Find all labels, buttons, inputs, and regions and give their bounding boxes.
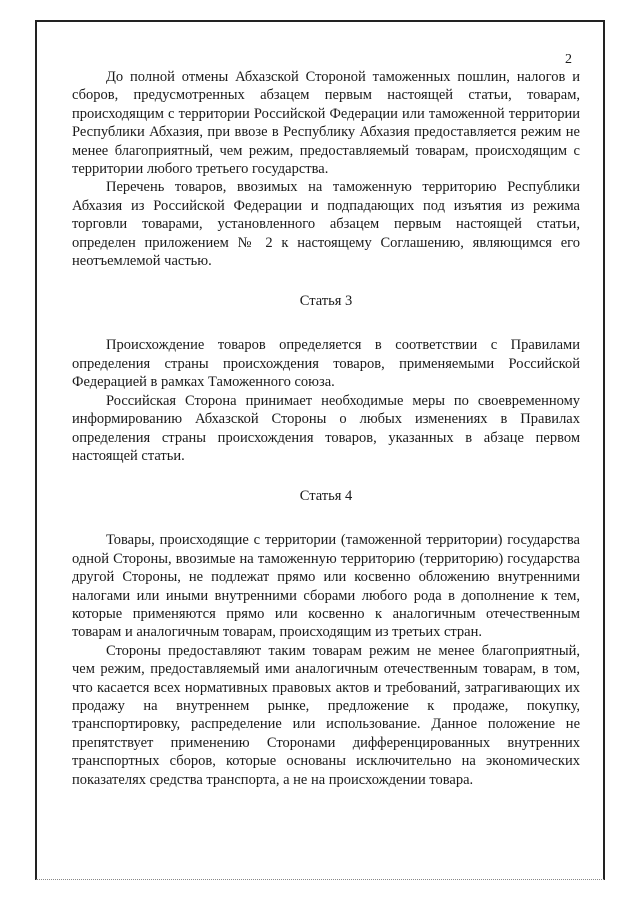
paragraph: До полной отмены Абхазской Стороной таможенных пошлин, налогов и сборов, предусмотренных абзацем первым настоящей статьи, товарам, происходящим с территории Российской Федерации или таможенной территории Республики Абхазия, при ввозе в Республику Абхазия предоставляется режим не менее благоприятный, чем режим, предоставляемый товарам, происходящим с территории любого третьего государства.: [72, 69, 580, 178]
paragraph: Происхождение товаров определяется в соответствии с Правилами определения страны происхождения товаров, применяемыми Российской Федерацией в рамках Таможенного союза.: [72, 337, 580, 391]
paragraph: Российская Сторона принимает необходимые меры по своевременному информированию Абхазской Стороны о любых изменениях в Правилах определения страны происхождения товаров, указанных в абзаце первом настоящей статьи.: [72, 392, 580, 464]
document-body: [72, 68, 580, 789]
paragraph: Стороны предоставляют таким товарам режим не менее благоприятный, чем режим, предоставляемый ими аналогичным отечественным товарам, в том, что касается всех нормативных правовых актов и требований, затрагивающих их продажу на внутреннем рынке, предложение к продаже, покупку, транспортировку, распределение или использование. Данное положение не препятствует применению Сторонами дифференцированных внутренних транспортных сборов, которые основаны исключительно на экономических показателях средства транспорта, а не на происхождении товара.: [72, 642, 580, 788]
page-bottom-rule: [36, 879, 604, 881]
paragraph: Перечень товаров, ввозимых на таможенную территорию Республики Абхазия из Российской Федерации и подпадающих под изъятия из режима торговли товарами, установленного абзацем первым настоящей статьи, определен приложением № 2 к настоящему Соглашению, являющимся его неотъемлемой частью.: [72, 179, 580, 270]
article-heading: Статья 4: [299, 488, 353, 505]
page-number: 2: [565, 52, 572, 67]
paragraph: Товары, происходящие с территории (таможенной территории) государства одной Стороны, ввозимые на таможенную территорию (территорию) государства другой Стороны, не подлежат прямо или косвенно обложению внутренними налогами или иными внутренними сборами любого рода в дополнение к тем, которые применяются прямо или косвенно к аналогичным отечественным товарам и аналогичным товарам, происходящим из третьих стран.: [72, 532, 580, 641]
article-heading: Статья 3: [299, 293, 353, 310]
